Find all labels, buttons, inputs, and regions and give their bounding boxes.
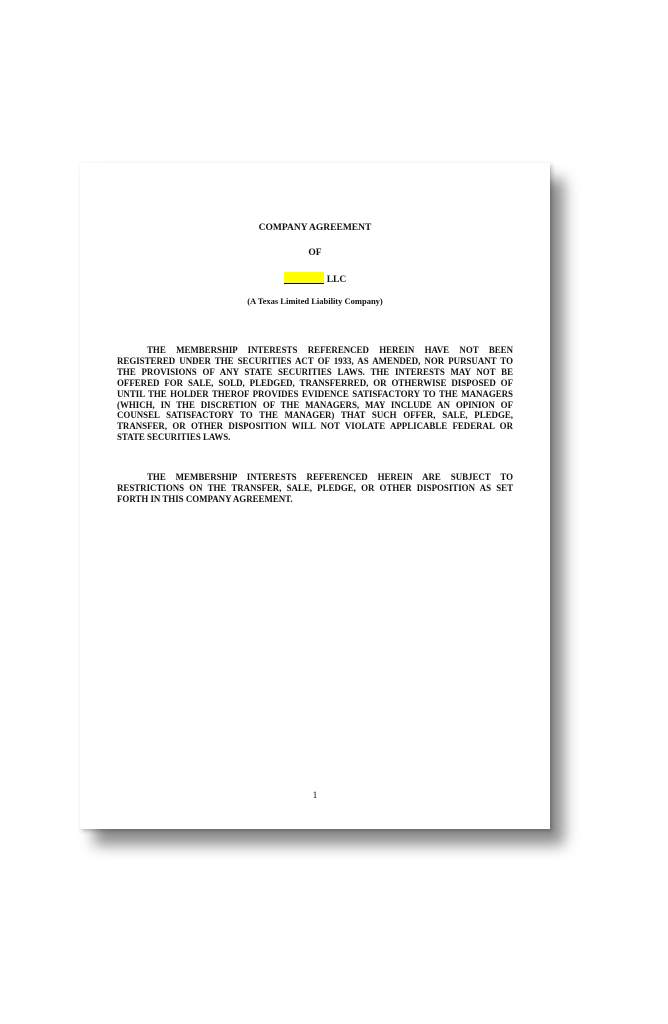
document-page bbox=[80, 163, 550, 829]
of-line: OF bbox=[308, 248, 322, 258]
company-name-blank[interactable] bbox=[284, 272, 324, 284]
company-suffix: LLC bbox=[326, 275, 347, 285]
document-title: COMPANY AGREEMENT bbox=[258, 223, 372, 233]
securities-legend-paragraph-1: THE MEMBERSHIP INTERESTS REFERENCED HEREIN HAVE NOT BEEN REGISTERED UNDER THE SECURITIES ACT OF 1933, AS AMENDED, NOR PURSUANT TO THE PROVISIONS OF ANY STATE SECURITIES LAWS. THE INTERESTS MAY NOT BE OFFERED FOR SALE, SOLD, PLEDGED, TRANSFERRED, OR OTHERWISE DISPOSED OF UNTIL THE HOLDER THEROF PROVIDES EVIDENCE SATISFACTORY TO THE MANAGERS (WHICH, IN THE DISCRETION OF THE MANAGERS, MAY INCLUDE AN OPINION OF COUNSEL SATISFACTORY TO THE MANAGER) THAT SUCH OFFER, SALE, PLEDGE, TRANSFER, OR OTHER DISPOSITION WILL NOT VIOLATE APPLICABLE FEDERAL OR STATE SECURITIES LAWS. bbox=[117, 345, 513, 443]
company-name-line bbox=[80, 272, 550, 285]
securities-legend-paragraph-2: THE MEMBERSHIP INTERESTS REFERENCED HEREIN ARE SUBJECT TO RESTRICTIONS ON THE TRANSFER, SALE, PLEDGE, OR OTHER DISPOSITION AS SET FORTH IN THIS COMPANY AGREEMENT. bbox=[117, 472, 513, 504]
page-number: 1 bbox=[312, 791, 318, 801]
document-subtitle: (A Texas Limited Liability Company) bbox=[247, 296, 383, 306]
